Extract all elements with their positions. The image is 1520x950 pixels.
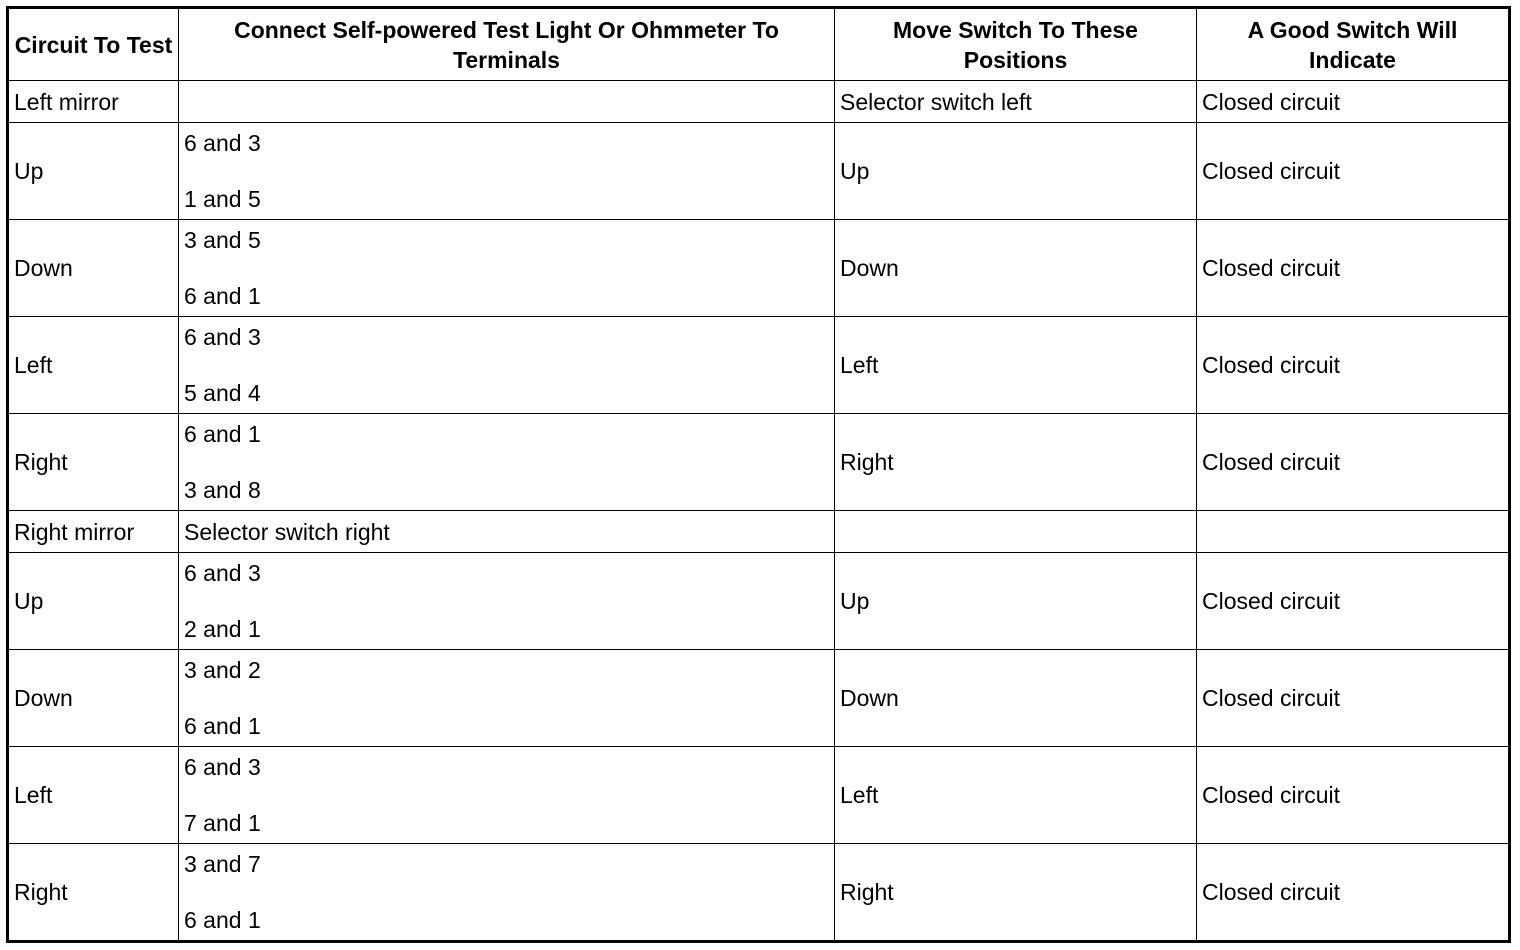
cell-indication: Closed circuit (1197, 81, 1510, 123)
table-row (8, 414, 1510, 511)
terminal-pair: 6 and 3 (184, 324, 261, 350)
cell-circuit: Up (8, 123, 179, 220)
switch-test-table (6, 6, 1511, 943)
cell-terminals (179, 414, 835, 511)
cell-circuit: Right (8, 414, 179, 511)
header-good-switch-indicates: A Good Switch Will Indicate (1197, 8, 1510, 81)
terminal-pair: 3 and 7 (184, 851, 261, 877)
cell-switch-position: Right (835, 414, 1197, 511)
cell-circuit: Left (8, 317, 179, 414)
cell-indication: Closed circuit (1197, 317, 1510, 414)
cell-switch-position: Left (835, 747, 1197, 844)
spacer (184, 684, 829, 712)
spacer (184, 448, 829, 476)
table-row (8, 844, 1510, 942)
terminal-pair: 5 and 4 (184, 380, 261, 406)
cell-circuit: Right (8, 844, 179, 942)
cell-indication: Closed circuit (1197, 747, 1510, 844)
cell-circuit: Left mirror (8, 81, 179, 123)
terminal-pair: 3 and 5 (184, 227, 261, 253)
terminal-pair: 2 and 1 (184, 616, 261, 642)
cell-switch-position: Selector switch left (835, 81, 1197, 123)
cell-circuit: Left (8, 747, 179, 844)
table-row (8, 123, 1510, 220)
cell-circuit: Down (8, 650, 179, 747)
cell-terminals (179, 650, 835, 747)
cell-indication: Closed circuit (1197, 553, 1510, 650)
terminal-pair: 1 and 5 (184, 186, 261, 212)
cell-terminals: Selector switch right (179, 511, 835, 553)
cell-switch-position (835, 511, 1197, 553)
cell-circuit: Right mirror (8, 511, 179, 553)
spacer (184, 254, 829, 282)
spacer (184, 351, 829, 379)
cell-indication: Closed circuit (1197, 123, 1510, 220)
cell-terminals (179, 747, 835, 844)
table-header (8, 8, 1510, 81)
cell-terminals (179, 844, 835, 942)
header-row (8, 8, 1510, 81)
terminal-pair: 6 and 1 (184, 713, 261, 739)
cell-circuit: Up (8, 553, 179, 650)
cell-terminals (179, 317, 835, 414)
terminal-pair: 6 and 1 (184, 283, 261, 309)
header-switch-positions: Move Switch To These Positions (835, 8, 1197, 81)
cell-indication: Closed circuit (1197, 220, 1510, 317)
terminal-pair: 6 and 3 (184, 754, 261, 780)
terminal-pair: 3 and 8 (184, 477, 261, 503)
cell-switch-position: Down (835, 220, 1197, 317)
cell-switch-position: Left (835, 317, 1197, 414)
terminal-pair: 7 and 1 (184, 810, 261, 836)
terminal-pair: 3 and 2 (184, 657, 261, 683)
cell-indication: Closed circuit (1197, 844, 1510, 942)
table-row (8, 317, 1510, 414)
header-connect-terminals: Connect Self-powered Test Light Or Ohmmeter To Terminals (179, 8, 835, 81)
cell-terminals (179, 81, 835, 123)
table-body (8, 81, 1510, 942)
terminal-pair: 6 and 3 (184, 130, 261, 156)
cell-switch-position: Right (835, 844, 1197, 942)
table-row (8, 650, 1510, 747)
cell-terminals (179, 220, 835, 317)
spacer (184, 878, 829, 906)
header-circuit-to-test: Circuit To Test (8, 8, 179, 81)
table-row (8, 553, 1510, 650)
cell-indication (1197, 511, 1510, 553)
cell-circuit: Down (8, 220, 179, 317)
terminal-pair: 6 and 1 (184, 907, 261, 933)
cell-indication: Closed circuit (1197, 414, 1510, 511)
table-row (8, 220, 1510, 317)
table-row (8, 747, 1510, 844)
terminal-pair: 6 and 3 (184, 560, 261, 586)
cell-terminals (179, 553, 835, 650)
cell-switch-position: Up (835, 553, 1197, 650)
table-row (8, 511, 1510, 553)
table-row (8, 81, 1510, 123)
cell-switch-position: Down (835, 650, 1197, 747)
terminal-pair: 6 and 1 (184, 421, 261, 447)
cell-switch-position: Up (835, 123, 1197, 220)
cell-terminals (179, 123, 835, 220)
spacer (184, 157, 829, 185)
spacer (184, 587, 829, 615)
cell-indication: Closed circuit (1197, 650, 1510, 747)
spacer (184, 781, 829, 809)
